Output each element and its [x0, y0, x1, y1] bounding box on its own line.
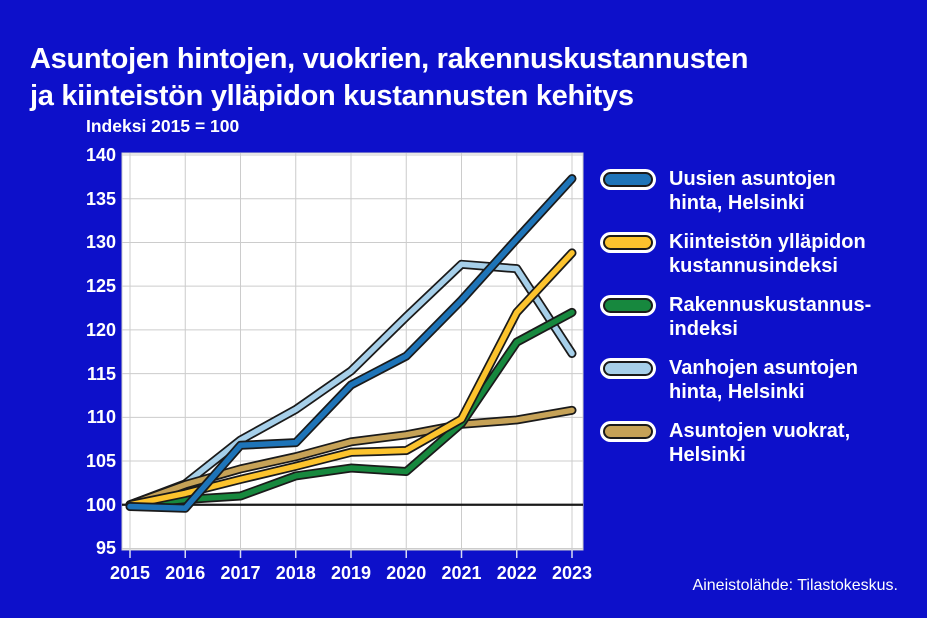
legend-swatch-building-cost-index: [600, 295, 656, 316]
y-tick-label: 105: [85, 451, 116, 472]
y-tick-label: 110: [86, 407, 116, 428]
y-tick-label: 130: [85, 232, 116, 253]
legend-swatch-new-dwelling-prices: [600, 169, 656, 190]
page-title-line-1: Asuntojen hintojen, vuokrien, rakennuskustannusten: [30, 43, 749, 76]
legend-item-maintenance-cost-index: [600, 231, 920, 278]
legend-swatch-rents: [600, 421, 656, 442]
y-tick-label: 115: [86, 363, 116, 384]
chart-legend: [600, 168, 920, 483]
y-tick-label: 100: [85, 494, 116, 515]
legend-label: [669, 294, 871, 341]
legend-label-line: Kiinteistön ylläpidon: [669, 231, 866, 253]
y-tick-label: 140: [85, 145, 116, 165]
legend-item-rents: [600, 420, 920, 467]
legend-label-line: indeksi: [669, 317, 738, 340]
x-tick-label: 2021: [441, 563, 482, 583]
page-title-line-2: ja kiinteistön ylläpidon kustannusten kehitys: [30, 80, 634, 113]
legend-label: [669, 420, 850, 467]
legend-swatch-maintenance-cost-index: [600, 232, 656, 253]
legend-label-line: Asuntojen vuokrat,: [669, 420, 851, 442]
index-base-note: Indeksi 2015 = 100: [86, 116, 240, 136]
y-tick-label: 120: [85, 319, 116, 340]
legend-label: [669, 168, 836, 215]
legend-label-line: kustannusindeksi: [669, 254, 838, 277]
legend-swatch-old-dwelling-prices: [600, 358, 656, 379]
legend-label: [669, 357, 858, 404]
legend-item-old-dwelling-prices: [600, 357, 920, 404]
x-tick-label: 2018: [275, 563, 316, 583]
y-tick-label: 95: [95, 538, 116, 559]
x-tick-label: 2016: [165, 563, 206, 583]
x-tick-label: 2017: [220, 563, 261, 583]
legend-item-new-dwelling-prices: [600, 168, 920, 215]
x-tick-label: 2015: [109, 563, 151, 583]
x-tick-label: 2022: [496, 563, 537, 583]
legend-label-line: Helsinki: [669, 443, 746, 466]
data-source-note: Aineistolähde: Tilastokeskus.: [692, 577, 898, 594]
legend-label-line: Uusien asuntojen: [669, 168, 836, 190]
y-tick-label: 135: [85, 188, 116, 209]
x-tick-label: 2020: [386, 563, 427, 583]
legend-label-line: hinta, Helsinki: [669, 380, 805, 403]
legend-label-line: hinta, Helsinki: [669, 191, 805, 214]
legend-item-building-cost-index: [600, 294, 920, 341]
legend-label-line: Rakennuskustannus-: [669, 294, 872, 316]
x-tick-label: 2023: [551, 563, 593, 583]
legend-label-line: Vanhojen asuntojen: [669, 357, 858, 379]
x-tick-label: 2019: [330, 563, 372, 583]
legend-label: [669, 231, 866, 278]
y-tick-label: 125: [85, 276, 116, 297]
